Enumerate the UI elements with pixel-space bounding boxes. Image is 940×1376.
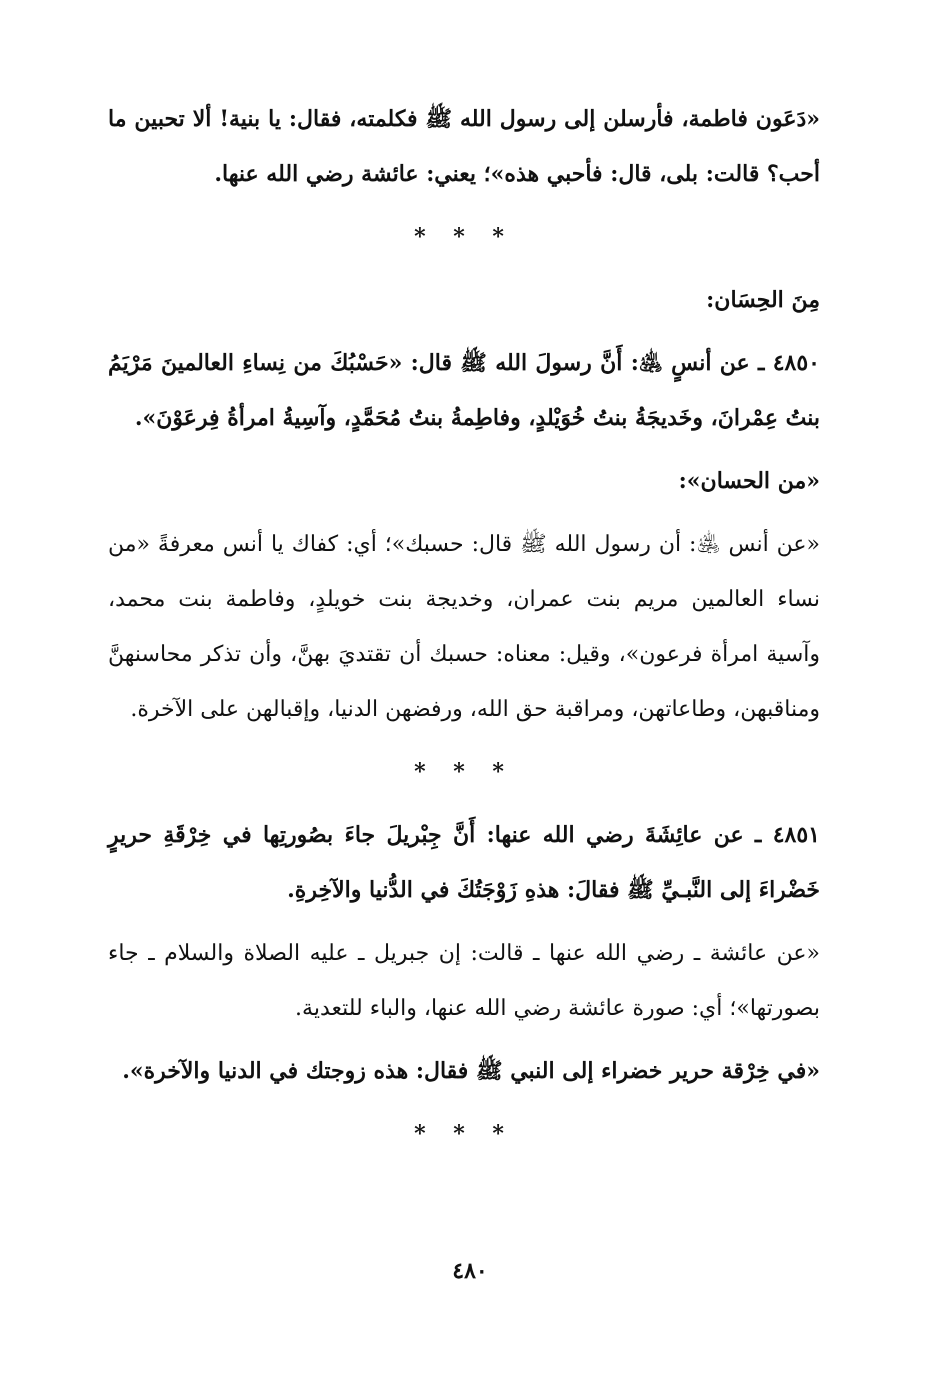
spacer bbox=[108, 800, 820, 808]
spacer bbox=[108, 1036, 820, 1044]
section-heading-hisan: مِنَ الحِسَان: bbox=[706, 287, 820, 313]
section-separator: * * * bbox=[414, 1121, 514, 1147]
hadith-4851: ٤٨٥١ ـ عن عائِشَةَ رضي الله عنها: أَنَّ جِبْريلَ جاءَ بصُورتِها في خِرْقَةِ حريرٍ خَضْراءَ إلى النَّبـيِّ ﷺ فقالَ: هذهِ زَوْجَتُكَ في الدُّنيا والآخِرةِ. bbox=[108, 822, 820, 903]
commentary-4851-part-2: «في خِرْقة حرير خضراء إلى النبي ﷺ فقال: هذه زوجتك في الدنيا والآخرة». bbox=[122, 1058, 820, 1084]
spacer bbox=[108, 918, 820, 926]
commentary-4850: «عن أنس ﵁: أن رسول الله ﷺ قال: حسبك»؛ أي: كفاك يا أنس معرفةً «من نساء العالمين مريم بنت عمران، وخديجة بنت خويلدٍ، وفاطمة بنت محمد، وآسية امرأة فرعون»، وقيل: معناه: حسبك أن تقتديَ بهنَّ، وأن تذكر محاسنهنَّ ومناقبهن، وطاعاتهن، ومراقبة حق الله، ورفضهن الدنيا، وإقبالهن على الآخرة. bbox=[108, 532, 820, 722]
spacer bbox=[108, 265, 820, 273]
spacer bbox=[108, 446, 820, 454]
commentary-heading-hisan: «من الحسان»: bbox=[678, 468, 820, 494]
section-separator: * * * bbox=[414, 759, 514, 785]
spacer bbox=[108, 202, 820, 210]
spacer bbox=[108, 1099, 820, 1107]
page-body bbox=[108, 92, 820, 1162]
commentary-4851-part-1: «عن عائشة ـ رضي الله عنها ـ قالت: إن جبريل ـ عليه الصلاة والسلام ـ جاء بصورتها»؛ أي: صورة عائشة رضي الله عنها، والباء للتعدية. bbox=[108, 941, 820, 1021]
section-separator: * * * bbox=[414, 224, 514, 250]
hadith-4850: ٤٨٥٠ ـ عن أنسٍ ﵁: أَنَّ رسولَ الله ﷺ قال: «حَسْبُكَ من نِساءِ العالمينَ مَرْيَمُ بنتُ عِمْرانَ، وخَديجَةُ بنتُ خُوَيْلدٍ، وفاطِمةُ بنتُ مُحَمَّدٍ، وآسِيةُ امرأةُ فِرعَوْنَ». bbox=[108, 350, 820, 431]
spacer bbox=[108, 737, 820, 745]
page-number: ٤٨٠ bbox=[452, 1258, 488, 1284]
spacer bbox=[108, 328, 820, 336]
spacer bbox=[108, 509, 820, 517]
paragraph-commentary-fatima: «دَعَون فاطمة، فأرسلن إلى رسول الله ﷺ فكلمته، فقال: يا بنية! ألا تحبين ما أحب؟ قالت: بلى، قال: فأحبي هذه»؛ يعني: عائشة رضي الله عنها. bbox=[108, 106, 820, 187]
